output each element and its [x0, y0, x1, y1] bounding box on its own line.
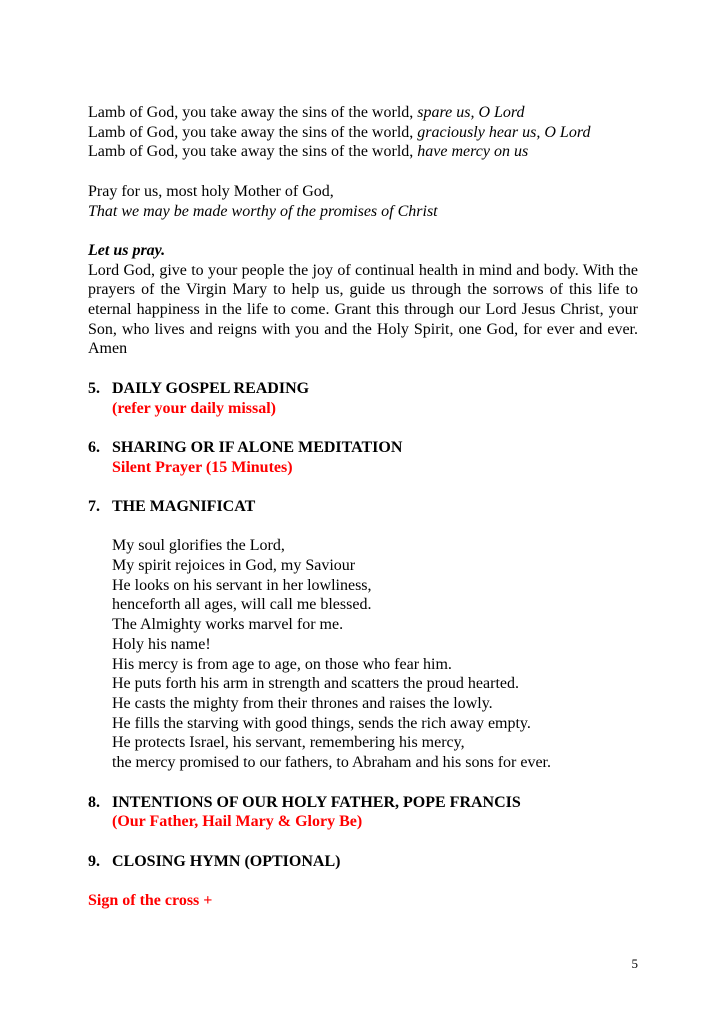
- litany-line: [88, 123, 638, 143]
- section-number: 7.: [88, 497, 100, 515]
- litany-line: [88, 103, 638, 123]
- section-title: THE MAGNIFICAT: [112, 497, 256, 515]
- section-heading: [88, 379, 638, 399]
- spacer: [88, 832, 638, 852]
- section-rubric: (Our Father, Hail Mary & Glory Be): [112, 813, 363, 831]
- collect-heading: Let us pray.: [88, 241, 166, 259]
- magnificat-line: My soul glorifies the Lord,: [112, 537, 285, 555]
- magnificat-line: He protects Israel, his servant, remembering his mercy,: [112, 734, 465, 752]
- section-daily-gospel-reading: [88, 379, 638, 418]
- versicle-response: [88, 202, 638, 222]
- magnificat-line: He puts forth his arm in strength and scatters the proud hearted.: [112, 675, 519, 693]
- section-title: SHARING OR IF ALONE MEDITATION: [112, 438, 403, 456]
- collect-body: Lord God, give to your people the joy of continual health in mind and body. With the prayers of the Virgin Mary to help us, guide us through the sorrows of this life to eternal happiness in the life to come. Grant this through our Lord Jesus Christ, your Son, who lives and reigns with you and the Holy Spirit, one God, for ever and ever. Amen: [88, 261, 638, 358]
- spacer: [88, 773, 638, 793]
- page-content: [88, 103, 638, 911]
- section-number: 6.: [88, 438, 100, 456]
- litany-response: graciously hear us, O Lord: [417, 123, 591, 141]
- magnificat-line: He fills the starving with good things, sends the rich away empty.: [112, 714, 531, 732]
- section-heading: [88, 438, 638, 458]
- versicle-response-text: That we may be made worthy of the promises of Christ: [88, 202, 438, 220]
- section-number: 9.: [88, 852, 100, 870]
- section-rubric: (refer your daily missal): [112, 399, 276, 417]
- section-title: CLOSING HYMN (OPTIONAL): [112, 852, 341, 870]
- spacer: [88, 359, 638, 379]
- magnificat-text: [112, 536, 638, 772]
- litany-line: [88, 142, 638, 162]
- magnificat-line: the mercy promised to our fathers, to Abraham and his sons for ever.: [112, 754, 551, 772]
- magnificat-line: henceforth all ages, will call me blessed.: [112, 596, 372, 614]
- section-heading: [88, 793, 638, 813]
- section-title: DAILY GOSPEL READING: [112, 379, 310, 397]
- section-title: INTENTIONS OF OUR HOLY FATHER, POPE FRANCIS: [112, 793, 521, 811]
- magnificat-line: Holy his name!: [112, 635, 211, 653]
- spacer: [88, 221, 638, 241]
- section-rubric: Silent Prayer (15 Minutes): [112, 458, 293, 476]
- spacer: [88, 162, 638, 182]
- spacer: [88, 418, 638, 438]
- section-heading: [88, 497, 638, 517]
- litany-call: Lamb of God, you take away the sins of the world,: [88, 104, 414, 121]
- magnificat-line: He looks on his servant in her lowliness,: [112, 576, 372, 594]
- litany-response: have mercy on us: [417, 143, 529, 161]
- section-magnificat: [88, 497, 638, 517]
- sign-of-the-cross: Sign of the cross +: [88, 891, 213, 909]
- versicle-call: Pray for us, most holy Mother of God,: [88, 182, 334, 200]
- litany-call: Lamb of God, you take away the sins of the world,: [88, 143, 414, 161]
- section-sharing-meditation: [88, 438, 638, 477]
- section-heading: [88, 852, 638, 872]
- section-intentions-pope: [88, 793, 638, 832]
- magnificat-line: My spirit rejoices in God, my Saviour: [112, 557, 356, 575]
- spacer: [88, 517, 638, 537]
- litany-response: spare us, O Lord: [417, 104, 525, 121]
- litany-call: Lamb of God, you take away the sins of the world,: [88, 123, 414, 141]
- page-number: 5: [631, 956, 638, 971]
- spacer: [88, 477, 638, 497]
- magnificat-line: He casts the mighty from their thrones and raises the lowly.: [112, 695, 493, 712]
- section-closing-hymn: [88, 852, 638, 872]
- spacer: [88, 871, 638, 891]
- magnificat-line: The Almighty works marvel for me.: [112, 616, 344, 634]
- magnificat-line: His mercy is from age to age, on those who fear him.: [112, 655, 452, 673]
- section-number: 8.: [88, 793, 100, 811]
- section-number: 5.: [88, 379, 100, 397]
